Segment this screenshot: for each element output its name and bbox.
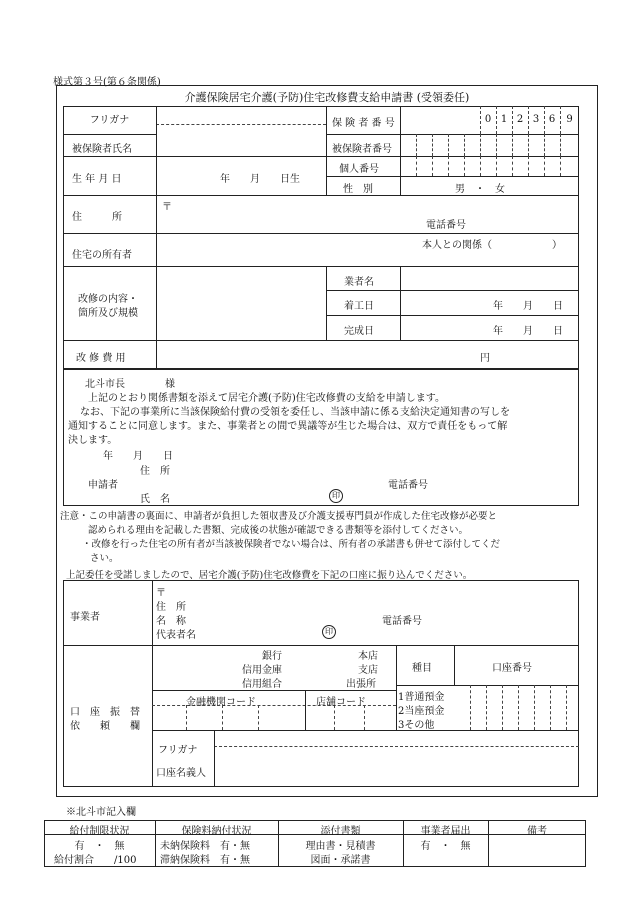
account-number-label: 口座番号 (492, 663, 532, 674)
city-unpaid: 未納保険料 有・無 (160, 841, 250, 852)
insurer-number-label: 保 険 者 番 号 (332, 118, 395, 129)
insurer-digit: 2 (516, 114, 524, 125)
business-label: 事業者 (70, 612, 100, 623)
type-label: 種目 (412, 663, 432, 674)
owner-label: 住宅の所有者 (72, 250, 132, 261)
account-type-2: 2当座預金 (398, 706, 445, 717)
bank-code-label: 金融機関コード (186, 697, 256, 708)
insured-name-label: 被保険者氏名 (72, 144, 132, 155)
applicant-phone: 電話番号 (388, 480, 428, 491)
repair-label: 改修の内容・ (78, 294, 138, 305)
declaration-line1: 上記のとおり関係書類を添えて居宅介護(予防)住宅改修費の支給を申請します。 (88, 393, 446, 404)
start-date: 年 月 日 (493, 301, 563, 312)
contractor-label: 業者名 (344, 277, 374, 288)
note-2b: さい。 (90, 553, 119, 564)
city-attach-2: 図面・承諾書 (310, 855, 371, 866)
declaration-line2: なお、下記の事業所に当該保険給付費の受領を委任し、当該申請に係る支給決定通知書の写しを (80, 407, 510, 418)
insured-number-label: 被保険者番号 (332, 144, 392, 155)
city-header-notification: 事業者届出 (420, 826, 471, 837)
insurer-digit: 0 (484, 114, 492, 125)
gender-value: 男 ・ 女 (455, 184, 505, 195)
insurer-digit: 1 (500, 114, 508, 125)
insurer-digit: 3 (532, 114, 540, 125)
city-benefit-ratio: 給付割合 /100 (54, 855, 137, 866)
applicant-name: 氏 名 (140, 494, 170, 505)
applicant-address: 住 所 (140, 466, 170, 477)
applicant-label: 申請者 (88, 480, 118, 491)
city-limit-status: 有 ・ 無 (74, 841, 125, 852)
city-overdue: 滞納保険料 有・無 (160, 855, 250, 866)
city-header-remarks: 備考 (527, 826, 547, 837)
complete-label: 完成日 (344, 326, 374, 337)
account-type-3: 3その他 (398, 720, 435, 731)
personal-number-label: 個人番号 (339, 164, 379, 175)
kumiai-label: 信用組合 (242, 679, 282, 690)
declaration-line4: 決します。 (68, 435, 118, 446)
business-rep: 代表者名 (156, 630, 196, 641)
city-section-title: ※北斗市記入欄 (66, 807, 136, 818)
cost-label: 改 修 費 用 (76, 353, 126, 364)
branch-code-label: 店舗コード (316, 697, 366, 708)
declaration-line3: 通知することに同意します。また、事業者との間で異議等が生じた場合は、双方で責任をもって解 (68, 421, 508, 432)
business-postal-mark: 〒 (156, 588, 166, 599)
mayor-address: 北斗市長 様 (85, 379, 175, 390)
gender-label: 性 別 (343, 184, 373, 195)
address-label: 住 所 (72, 212, 122, 223)
transfer-label-2: 依 頼 欄 (70, 721, 140, 732)
city-attach-1: 理由書・見積書 (305, 841, 376, 852)
insurer-digit: 9 (566, 114, 573, 125)
phone-label: 電話番号 (426, 220, 466, 231)
form-title: 介護保険居宅介護(予防)住宅改修費支給申請書 (受領委任) (184, 91, 470, 104)
seal-mark: 印 (329, 489, 343, 503)
relation-label: 本人との関係（ ） (422, 240, 562, 251)
yen-unit: 円 (480, 353, 490, 364)
business-table (63, 580, 579, 787)
shutchojo-label: 出張所 (346, 679, 376, 690)
shinkin-label: 信用金庫 (242, 665, 282, 676)
form-number: 様式第３号(第６条関係) (53, 77, 161, 88)
repair-label-2: 箇所及び規模 (78, 308, 138, 319)
city-header-attachments: 添付書類 (320, 826, 361, 837)
shiten-label: 支店 (358, 665, 378, 676)
city-notification-status: 有 ・ 無 (420, 841, 471, 852)
complete-date: 年 月 日 (493, 326, 563, 337)
city-header-limit: 給付制限状況 (69, 826, 130, 837)
account-type-1: 1普通預金 (398, 692, 445, 703)
business-seal: 印 (322, 625, 336, 639)
city-header-premium: 保険料納付状況 (181, 826, 252, 837)
bank-label: 銀行 (262, 651, 282, 662)
postal-mark: 〒 (162, 202, 172, 213)
furigana-label: フリガナ (89, 115, 130, 126)
birth-value: 年 月 日生 (220, 174, 300, 185)
transfer-label: 口 座 振 替 (70, 707, 140, 718)
holder-label: 口座名義人 (156, 768, 206, 779)
honten-label: 本店 (358, 651, 378, 662)
declaration-date: 年 月 日 (103, 451, 173, 462)
note-1a: 注意・この申請書の裏面に、申請者が負担した領収書及び介護支援専門員が作成した住宅改修が必要と (60, 511, 498, 522)
note-1b: 認められる理由を記載した書類、完成後の状態が確認できる書類等を添付してください。 (88, 525, 469, 536)
business-name: 名 称 (156, 616, 186, 627)
insurer-digit: 6 (548, 114, 556, 125)
business-address: 住 所 (156, 602, 186, 613)
birth-label: 生 年 月 日 (72, 174, 122, 185)
business-phone: 電話番号 (382, 616, 422, 627)
note-2a: ・改修を行った住宅の所有者が当該被保険者でない場合は、所有者の承諾書も併せて添付してくだ (82, 539, 501, 550)
holder-furigana: フリガナ (158, 745, 198, 756)
consent-line: 上記委任を受諾しましたので、居宅介護(予防)住宅改修費を下記の口座に振り込んでください。 (66, 570, 473, 581)
start-label: 着工日 (344, 301, 374, 312)
